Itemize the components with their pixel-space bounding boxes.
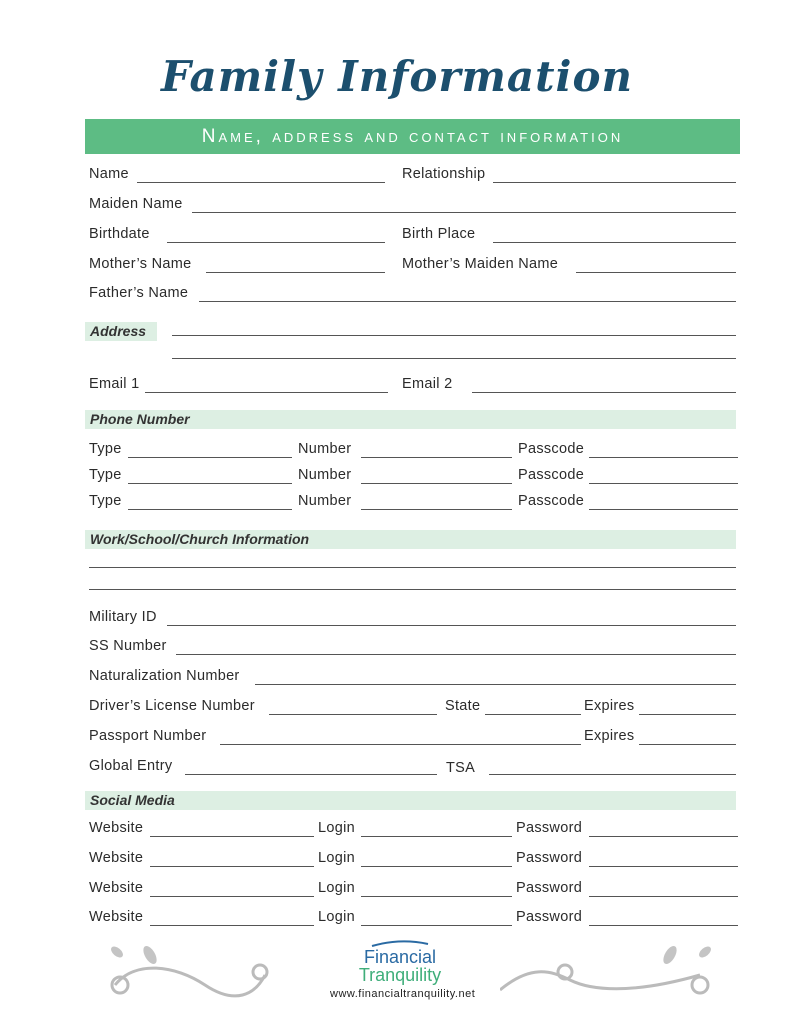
- email2-label: Email 2: [402, 376, 453, 392]
- passport-field[interactable]: [220, 744, 581, 745]
- social-header: Social Media: [90, 792, 175, 808]
- social-band: [85, 791, 736, 810]
- mothers-name-label: Mother’s Name: [89, 256, 192, 272]
- military-id-field[interactable]: [167, 625, 736, 626]
- website-field[interactable]: [150, 896, 314, 897]
- work-header: Work/School/Church Information: [90, 531, 310, 547]
- number-label: Number: [298, 441, 352, 457]
- logo-line-1: Financial: [363, 947, 437, 967]
- ss-number-field[interactable]: [176, 654, 736, 655]
- vine-ornament-right-icon: [500, 940, 720, 1000]
- phone-row: [0, 440, 794, 460]
- social-row: [0, 819, 794, 839]
- expires-label: Expires: [584, 728, 635, 744]
- father-row: [0, 284, 794, 304]
- password-label: Password: [516, 820, 583, 836]
- social-row: [0, 879, 794, 899]
- military-row: [0, 608, 794, 628]
- passcode-label: Passcode: [518, 467, 585, 483]
- login-field[interactable]: [361, 925, 512, 926]
- work-band: [85, 530, 736, 549]
- naturalization-label: Naturalization Number: [89, 668, 240, 684]
- work-line-1[interactable]: [89, 567, 736, 568]
- drivers-license-label: Driver’s License Number: [89, 698, 255, 714]
- maiden-name-field[interactable]: [192, 212, 736, 213]
- website-field[interactable]: [150, 925, 314, 926]
- relationship-label: Relationship: [402, 166, 486, 182]
- naturalization-field[interactable]: [255, 684, 736, 685]
- website-label: Website: [89, 820, 144, 836]
- phone-row: [0, 466, 794, 486]
- maiden-name-label: Maiden Name: [89, 196, 183, 212]
- footer-url[interactable]: www.financialtranquility.net: [330, 988, 476, 1000]
- number-field[interactable]: [361, 457, 512, 458]
- email2-field[interactable]: [472, 392, 736, 393]
- birth-row: [0, 225, 794, 245]
- type-field[interactable]: [128, 509, 292, 510]
- name-field[interactable]: [137, 182, 385, 183]
- logo-line-2: Tranquility: [358, 965, 442, 985]
- vine-ornament-left-icon: [95, 940, 295, 1000]
- login-label: Login: [318, 880, 355, 896]
- number-field[interactable]: [361, 509, 512, 510]
- address-label: Address: [90, 323, 147, 339]
- email-row: [0, 375, 794, 395]
- drivers-license-row: [0, 697, 794, 717]
- section-banner: Name, address and contact information: [85, 119, 740, 154]
- passcode-field[interactable]: [589, 457, 738, 458]
- expires-label: Expires: [584, 698, 635, 714]
- social-row: [0, 849, 794, 869]
- birthdate-field[interactable]: [167, 242, 385, 243]
- phone-header: Phone Number: [90, 411, 190, 427]
- website-field[interactable]: [150, 836, 314, 837]
- passcode-field[interactable]: [589, 483, 738, 484]
- website-label: Website: [89, 850, 144, 866]
- social-row: [0, 908, 794, 928]
- maiden-row: [0, 195, 794, 215]
- birth-place-label: Birth Place: [402, 226, 476, 242]
- login-label: Login: [318, 820, 355, 836]
- relationship-field[interactable]: [493, 182, 736, 183]
- mothers-maiden-name-field[interactable]: [576, 272, 736, 273]
- ss-number-label: SS Number: [89, 638, 167, 654]
- login-field[interactable]: [361, 866, 512, 867]
- fathers-name-field[interactable]: [199, 301, 736, 302]
- passport-expires-field[interactable]: [639, 744, 736, 745]
- mothers-name-field[interactable]: [206, 272, 385, 273]
- drivers-license-field[interactable]: [269, 714, 437, 715]
- number-field[interactable]: [361, 483, 512, 484]
- financial-tranquility-logo: [340, 940, 460, 984]
- password-label: Password: [516, 850, 583, 866]
- page-title: Family Information: [160, 52, 634, 101]
- website-label: Website: [89, 880, 144, 896]
- passport-row: [0, 727, 794, 747]
- type-field[interactable]: [128, 457, 292, 458]
- state-label: State: [445, 698, 481, 714]
- address-line-2[interactable]: [172, 358, 736, 359]
- naturalization-row: [0, 667, 794, 687]
- name-label: Name: [89, 166, 129, 182]
- birth-place-field[interactable]: [493, 242, 736, 243]
- military-id-label: Military ID: [89, 609, 157, 625]
- password-label: Password: [516, 880, 583, 896]
- work-line-2[interactable]: [89, 589, 736, 590]
- phone-row: [0, 492, 794, 512]
- password-label: Password: [516, 909, 583, 925]
- passport-label: Passport Number: [89, 728, 207, 744]
- login-label: Login: [318, 909, 355, 925]
- passcode-field[interactable]: [589, 509, 738, 510]
- mother-row: [0, 255, 794, 275]
- address-line-1[interactable]: [172, 335, 736, 336]
- birthdate-label: Birthdate: [89, 226, 150, 242]
- mothers-maiden-name-label: Mother’s Maiden Name: [402, 256, 559, 272]
- global-entry-row: [0, 757, 794, 777]
- number-label: Number: [298, 493, 352, 509]
- type-label: Type: [89, 441, 122, 457]
- name-row: [0, 165, 794, 185]
- password-field[interactable]: [589, 866, 738, 867]
- tsa-field[interactable]: [489, 774, 736, 775]
- type-label: Type: [89, 493, 122, 509]
- type-field[interactable]: [128, 483, 292, 484]
- website-label: Website: [89, 909, 144, 925]
- global-entry-field[interactable]: [185, 774, 437, 775]
- passcode-label: Passcode: [518, 493, 585, 509]
- state-field[interactable]: [485, 714, 581, 715]
- login-field[interactable]: [361, 836, 512, 837]
- password-field[interactable]: [589, 896, 738, 897]
- global-entry-label: Global Entry: [89, 758, 173, 774]
- number-label: Number: [298, 467, 352, 483]
- passcode-label: Passcode: [518, 441, 585, 457]
- login-label: Login: [318, 850, 355, 866]
- website-field[interactable]: [150, 866, 314, 867]
- phone-band: [85, 410, 736, 429]
- email1-label: Email 1: [89, 376, 140, 392]
- address-band: [85, 322, 157, 341]
- password-field[interactable]: [589, 925, 738, 926]
- license-expires-field[interactable]: [639, 714, 736, 715]
- password-field[interactable]: [589, 836, 738, 837]
- fathers-name-label: Father’s Name: [89, 285, 189, 301]
- tsa-label: TSA: [446, 760, 476, 776]
- email1-field[interactable]: [145, 392, 388, 393]
- type-label: Type: [89, 467, 122, 483]
- login-field[interactable]: [361, 896, 512, 897]
- ss-row: [0, 637, 794, 657]
